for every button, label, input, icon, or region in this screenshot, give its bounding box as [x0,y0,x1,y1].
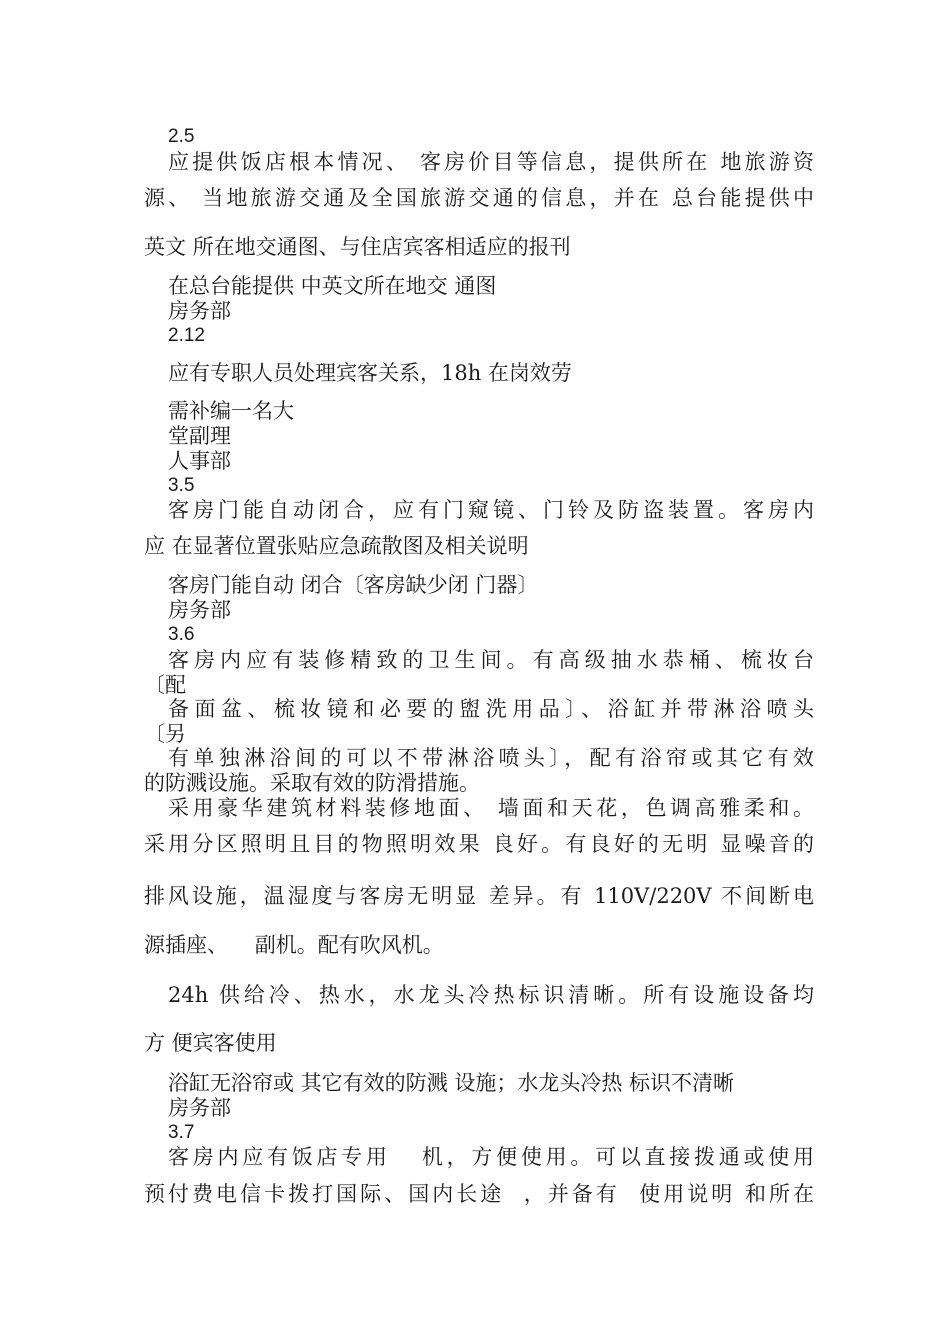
finding-text: 堂副理 [168,424,231,448]
requirement-text: 的防溅设施。采取有效的防滑措施。 [144,771,480,795]
finding-text: 需补编一名大 [168,399,294,423]
department-label: 房务部 [168,299,231,323]
requirement-text: 排风设施，温湿度与客房无明显 差异。有 110V/220V 不间断电 [144,884,814,908]
requirement-text: 应提供饭店根本情况、 客房价目等信息，提供所在 地旅游资 [168,150,814,174]
requirement-text: 备面盆、梳妆镜和必要的盥洗用品〕、浴缸并带淋浴喷头 [168,697,814,721]
finding-text: 客房门能自动 闭合〔客房缺少闭 门器〕 [168,573,539,597]
clause-number: 3.5 [168,475,195,496]
requirement-text: 源插座、 副机。配有吹风机。 [144,933,444,957]
department-label: 人事部 [168,449,231,473]
requirement-text: 采用分区照明且目的物照明效果 良好。有良好的无明 显噪音的 [144,832,814,856]
clause-number: 3.6 [168,624,195,645]
requirement-text: 源、 当地旅游交通及全国旅游交通的信息，并在 总台能提供中 [144,186,814,210]
finding-text: 浴缸无浴帘或 其它有效的防溅 设施；水龙头冷热 标识不清晰 [168,1071,735,1095]
requirement-text: 英文 所在地交通图、与住店宾客相适应的报刊 [144,235,571,259]
requirement-text: 客房内应有装修精致的卫生间。有高级抽水恭桶、梳妆台 [168,648,814,672]
requirement-text: 〔另 [144,722,186,746]
requirement-text: 有单独淋浴间的可以不带淋浴喷头〕，配有浴帘或其它有效 [168,746,814,770]
clause-number: 2.12 [168,325,205,346]
clause-number: 2.5 [168,126,195,147]
clause-number: 3.7 [168,1122,195,1143]
requirement-text: 客房门能自动闭合，应有门窥镜、门铃及防盗装置。客房内 [168,498,814,522]
requirement-text: 方 便宾客使用 [144,1031,277,1055]
requirement-text: 客房内应有饭店专用 机，方便使用。可以直接拨通或使用 [168,1145,814,1169]
requirement-text: 应有专职人员处理宾客关系，18h 在岗效劳 [168,361,572,385]
requirement-text: 〔配 [144,673,186,697]
department-label: 房务部 [168,598,231,622]
requirement-text: 应 在显著位置张贴应急疏散图及相关说明 [144,534,529,558]
finding-text: 在总台能提供 中英文所在地交 通图 [168,274,497,298]
department-label: 房务部 [168,1096,231,1120]
requirement-text: 24h 供给冷、热水，水龙头冷热标识清晰。所有设施设备均 [168,983,814,1007]
requirement-text: 预付费电信卡拨打国际、国内长途 ，并备有 使用说明 和所在 [144,1182,814,1206]
requirement-text: 采用豪华建筑材料装修地面、 墙面和天花，色调高雅柔和。 [168,796,814,820]
